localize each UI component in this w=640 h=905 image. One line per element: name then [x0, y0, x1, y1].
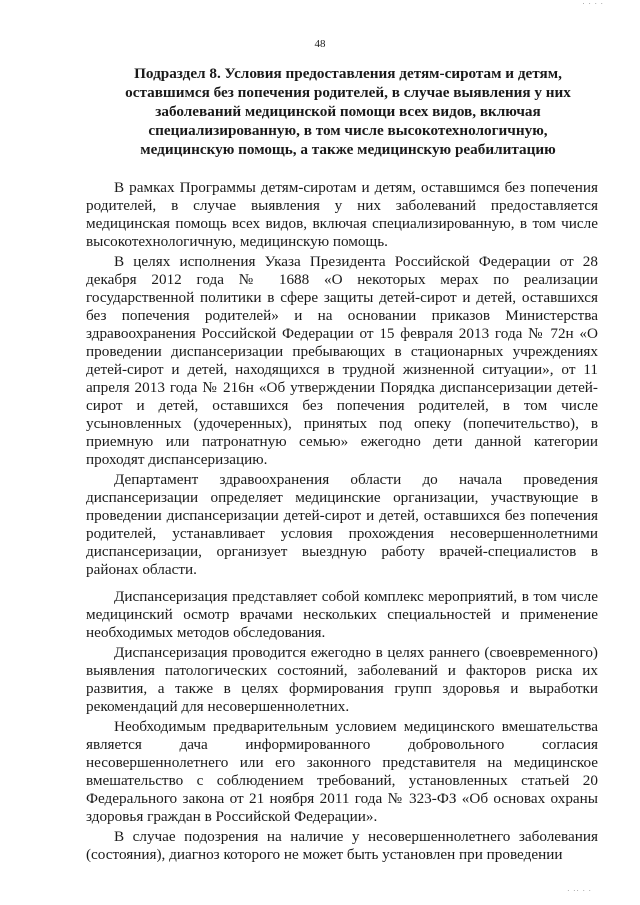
paragraph: Диспансеризация проводится ежегодно в целях раннего (своевременного) выявления патологических состояний, заболеваний и факторов риска их развития, а также в целях формирования групп здоровья и выработки рекомендаций для несовершеннолетних. — [86, 644, 598, 715]
paragraph: Департамент здравоохранения области до начала проведения диспансеризации определяет медицинские организации, участвующие в проведении диспансеризации детей-сирот и детей, оставшихся без попечения родителей, устанавливает условия прохождения несовершеннолетними диспансеризации, организует выездную работу врачей-специалистов в районах области. — [86, 471, 598, 578]
heading-line: специализированную, в том числе высокотехнологичную, — [148, 122, 548, 139]
paragraph: В случае подозрения на наличие у несовершеннолетнего заболевания (состояния), диагноз которого не может быть установлен при проведении — [86, 828, 598, 863]
paragraph: Диспансеризация представляет собой комплекс мероприятий, в том числе медицинский осмотр врачами нескольких специальностей и применение необходимых методов обследования. — [86, 588, 598, 641]
paragraph: Необходимым предварительным условием медицинского вмешательства является дача информированного добровольного согласия несовершеннолетнего или его законного представителя на медицинское вмешательство с соблюдением требований, установленных статьей 20 Федерального закона от 21 ноября 2011 года № 323-ФЗ «Об основах охраны здоровья граждан в Российской Федерации». — [86, 718, 598, 825]
heading-line: Подраздел 8. Условия предоставления детям-сиротам и детям, — [134, 65, 562, 82]
section-heading — [118, 64, 578, 159]
heading-line: оставшимся без попечения родителей, в случае выявления у них — [125, 84, 571, 101]
scan-mark-bottom: · ·· · · — [567, 887, 592, 895]
heading-line: медицинскую помощь, а также медицинскую реабилитацию — [140, 141, 556, 158]
heading-line: заболеваний медицинской помощи всех видов, включая — [155, 103, 541, 120]
paragraph: В целях исполнения Указа Президента Российской Федерации от 28 декабря 2012 года № 1688 «О некоторых мерах по реализации государственной политики в сфере защиты детей-сирот и детей, оставшихся без попечения родителей» и на основании приказов Министерства здравоохранения Российской Федерации от 15 февраля 2013 года № 72н «О проведении диспансеризации пребывающих в стационарных учреждениях детей-сирот и детей, находящихся в трудной жизненной ситуации», от 11 апреля 2013 года № 216н «Об утверждении Порядка диспансеризации детей-сирот и детей, оставшихся без попечения родителей, в том числе усыновленных (удочеренных), принятых под опеку (попечительство), в приемную или патронатную семью» ежегодно дети данной категории проходят диспансеризацию. — [86, 253, 598, 468]
body-text — [86, 179, 598, 864]
page-number: 48 — [314, 38, 326, 50]
scan-mark-top: · · · · — [582, 0, 604, 8]
paragraph: В рамках Программы детям-сиротам и детям, оставшимся без попечения родителей, в случае выявления у них заболеваний предоставляется медицинская помощь всех видов, включая специализированную, в том числе высокотехнологичную, медицинскую помощь. — [86, 179, 598, 250]
